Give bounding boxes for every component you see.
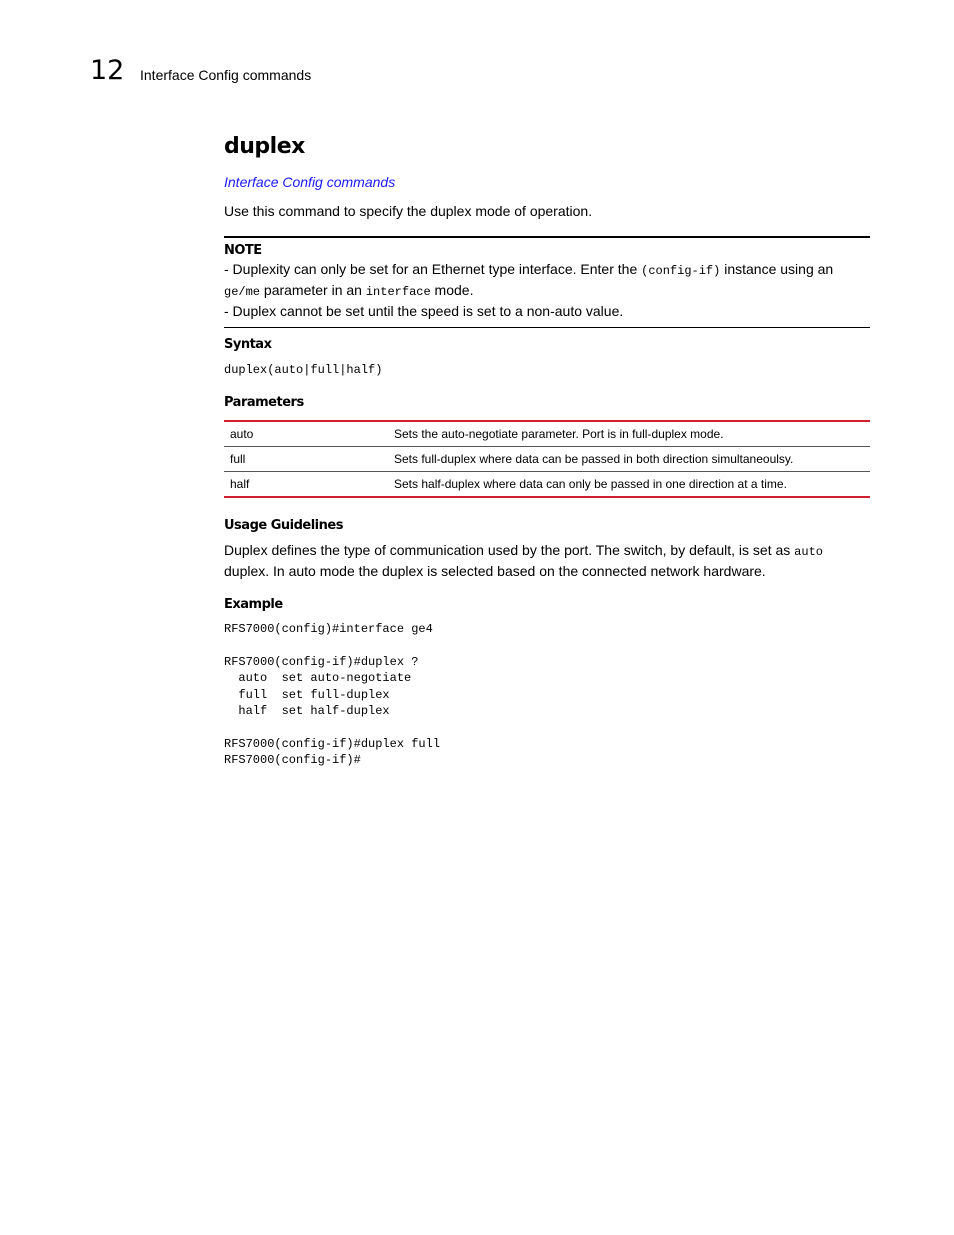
usage-text-part: Duplex defines the type of communication used by the port. The switch, by default, is set as xyxy=(224,542,795,558)
note-text: instance using an xyxy=(720,261,834,277)
note-line-1 xyxy=(224,260,870,281)
parameter-description: Sets half-duplex where data can only be passed in one direction at a time. xyxy=(394,477,787,491)
table-row xyxy=(224,447,870,472)
parent-section-link[interactable]: Interface Config commands xyxy=(224,174,396,190)
note-heading: NOTE xyxy=(224,243,262,258)
chapter-title: Interface Config commands xyxy=(140,67,312,83)
note-text: parameter in an xyxy=(260,282,366,298)
note-code: (config-if) xyxy=(641,264,721,278)
syntax-heading: Syntax xyxy=(224,337,272,352)
note-line-2 xyxy=(224,281,870,302)
table-row xyxy=(224,421,870,447)
parameters-heading: Parameters xyxy=(224,395,304,410)
parameter-description: Sets the auto-negotiate parameter. Port is in full-duplex mode. xyxy=(388,421,870,447)
note-text: mode. xyxy=(430,282,474,298)
note-box xyxy=(224,236,870,328)
parameter-name: auto xyxy=(224,421,388,447)
chapter-number: 12 xyxy=(90,55,125,86)
usage-text-part: duplex. In auto mode the duplex is selected based on the connected network hardware. xyxy=(224,563,766,579)
parameter-description: Sets full-duplex where data can be passed in both direction simultaneoulsy. xyxy=(388,447,870,472)
intro-text: Use this command to specify the duplex mode of operation. xyxy=(224,203,593,219)
usage-text xyxy=(224,541,870,581)
parameter-name: half xyxy=(230,477,250,491)
parameters-table xyxy=(224,420,870,498)
syntax-code: duplex(auto|full|half) xyxy=(224,363,383,377)
example-code-block: RFS7000(config)#interface ge4 RFS7000(config-if)#duplex ? auto set auto-negotiate full set full-duplex half set half-duplex RFS7000(config-if)#duplex full RFS7000(config-if)# xyxy=(224,622,441,768)
table-row xyxy=(224,472,870,498)
usage-code: auto xyxy=(794,545,823,559)
page-title: duplex xyxy=(224,134,305,159)
note-text: - Duplexity can only be set for an Ethernet type interface. Enter the xyxy=(224,261,642,277)
note-code: ge/me xyxy=(224,285,261,299)
parameter-name: full xyxy=(224,447,388,472)
note-code: interface xyxy=(365,285,431,299)
example-heading: Example xyxy=(224,597,283,612)
note-line-3: - Duplex cannot be set until the speed is set to a non-auto value. xyxy=(224,303,624,319)
usage-heading: Usage Guidelines xyxy=(224,518,343,533)
